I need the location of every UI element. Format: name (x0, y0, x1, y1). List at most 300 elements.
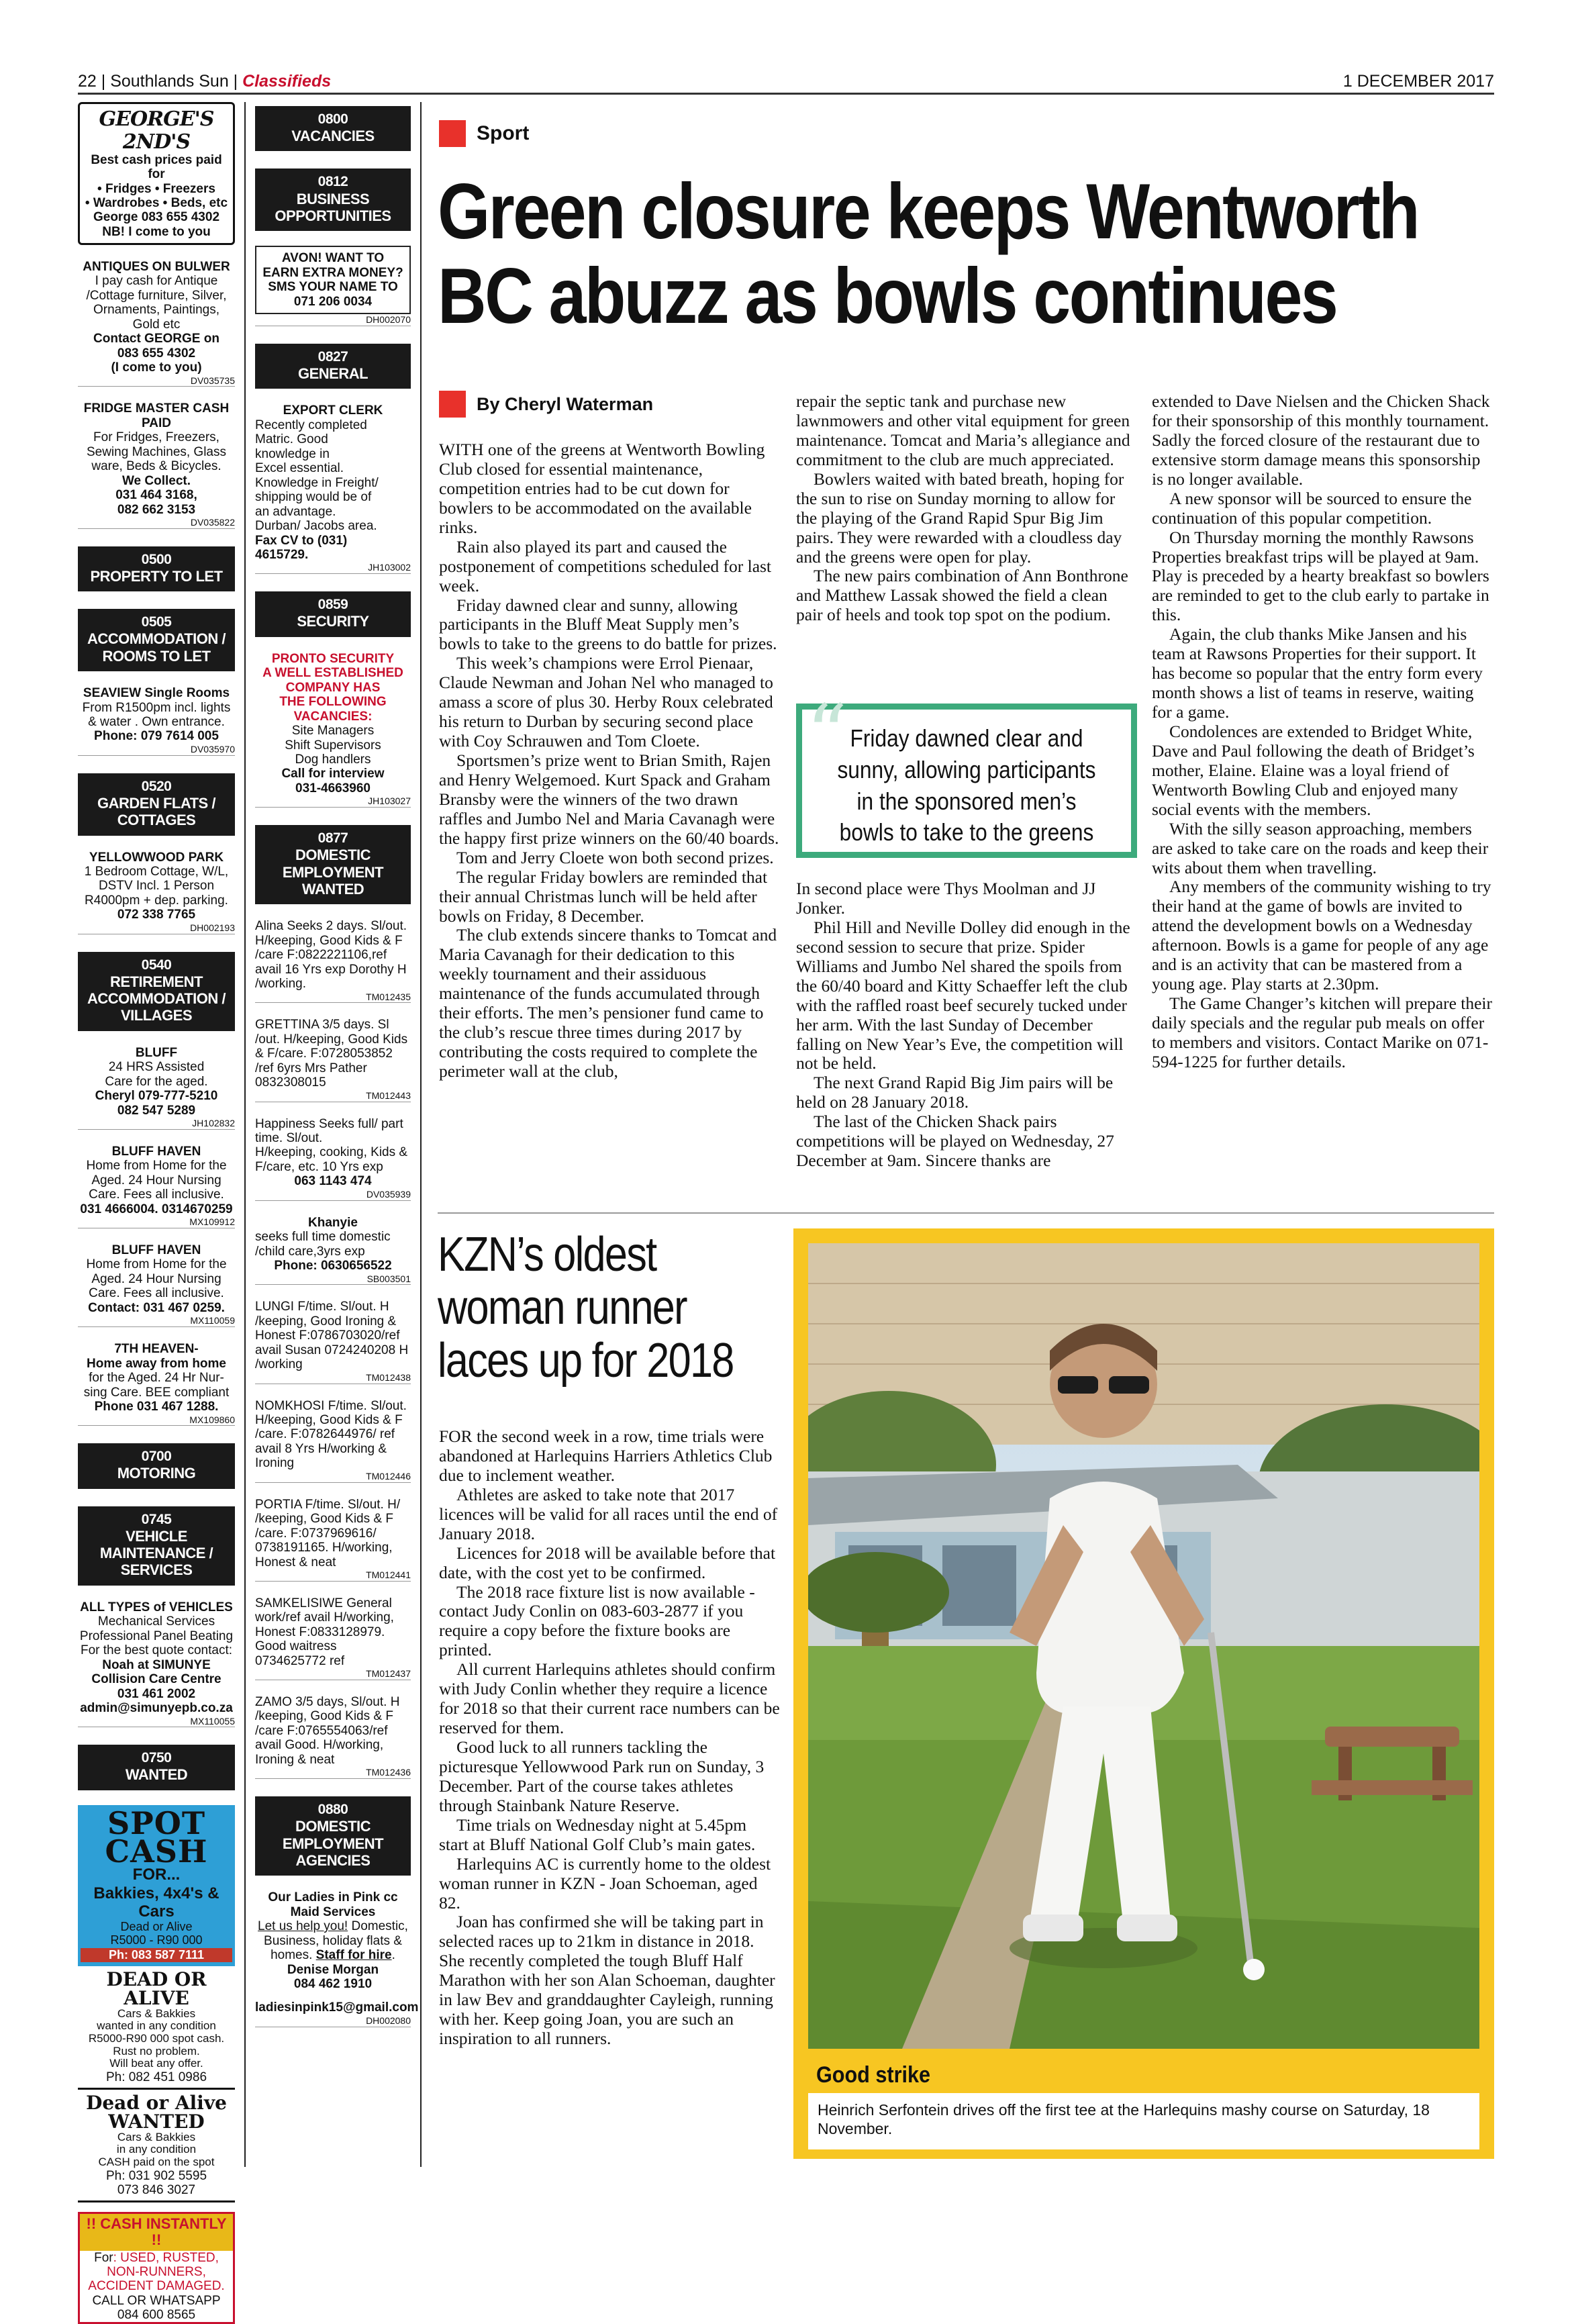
ad-contact-line: Home away from home (87, 1356, 226, 1371)
spot-cash-phone: Ph: 083 587 7111 (81, 1948, 232, 1962)
issue-date: 1 DECEMBER 2017 (1342, 72, 1494, 91)
ad-reference: TM012437 (255, 1669, 411, 1680)
ad-line: PORTIA F/time. Sl/out. H/ (255, 1497, 401, 1512)
ad-contact-line: (I come to you) (111, 360, 202, 375)
ad-line: /keeping, Good Ironing & (255, 1314, 397, 1328)
category-number: 0500 (141, 551, 172, 567)
category-label: MOTORING (117, 1465, 196, 1482)
ad-reference: TM012436 (255, 1768, 411, 1779)
ad-line: Good waitress (255, 1639, 337, 1654)
ad-contact-line: 031 461 2002 (117, 1686, 196, 1701)
ad-contact-line: Fax CV to (031) (255, 533, 348, 548)
article-paragraph: Licences for 2018 will be available before that date, with the cost yet to be confirmed. (439, 1543, 776, 1582)
page-header (78, 66, 1494, 91)
column-rule (244, 102, 246, 2167)
article-paragraph: Condolences are extended to Bridget White, Dave and Paul following the death of Bridget’s mother, Elaine. Elaine was a loyal friend of Wentworth Bowling Club and enjoyed many social events with the members. (1152, 721, 1475, 819)
ad-contact-line: Phone: 0630656522 (274, 1259, 392, 1273)
article-paragraph: Harlequins AC is currently home to the oldest woman runner in KZN - Joan Schoeman, aged 82. (439, 1853, 771, 1913)
article-paragraph: extended to Dave Nielsen and the Chicken Shack for their sponsorship of this monthly tournament. Sadly the forced closure of the restaurant due to extensive storm damage means this sponsorship is no longer available. (1152, 391, 1490, 489)
ad-contact-line: Phone 031 467 1288. (94, 1400, 219, 1414)
ad-line: Mechanical Services (97, 1614, 215, 1629)
ad-line: avail 16 Yrs exp Dorothy H (255, 962, 407, 977)
ad-heading: SEAVIEW Single Rooms (83, 686, 230, 701)
category-number: 0750 (141, 1750, 172, 1766)
category-number: 0827 (317, 348, 348, 365)
ad-line: LUNGI F/time. Sl/out. H (255, 1300, 389, 1314)
ad-line: Home from Home for the (86, 1257, 227, 1272)
ad-reference: TM012441 (255, 1570, 411, 1582)
article-paragraph: This week’s champions were Errol Pienaar, Claude Newman and Johan Nel who managed to amass a score of plus 30. Herby Roux celebrated his return to Durban by securing second place with Coy Schrauwen and Tom Cloete. (439, 653, 773, 751)
ad-line: Will beat any offer. (109, 2057, 203, 2070)
ad-bluff-haven (78, 1145, 235, 1228)
photo-title: Good strike (816, 2062, 931, 2088)
ad-highlight-line: THE FOLLOWING (279, 695, 387, 710)
ad-line: shipping would be of (255, 490, 372, 505)
ad-bluff-haven (78, 1243, 235, 1327)
category-label: DOMESTIC EMPLOYMENT AGENCIES (282, 1818, 384, 1869)
ad-line: Happiness Seeks full/ part (255, 1116, 403, 1131)
ad-line: /working. (255, 977, 307, 991)
category-label: RETIREMENT ACCOMMODATION / VILLAGES (87, 973, 226, 1024)
ad-line: R4000pm + dep. parking. (85, 893, 228, 908)
category-number: 0745 (141, 1511, 172, 1527)
story-divider (438, 1212, 1494, 1214)
ad-reference: MX109912 (78, 1217, 235, 1228)
ad-seaview (78, 686, 235, 756)
ad-reference: DH002080 (255, 2016, 411, 2027)
ad-line: Dead or Alive (120, 1919, 193, 1933)
article-paragraph: The new pairs combination of Ann Bonthrone and Matthew Lassak showed the field a clean pair of heels and took top spot on the podium. (796, 566, 1128, 625)
ad-line: Gold etc (132, 317, 181, 332)
ad-export-clerk (255, 403, 411, 574)
dead-alive-title: WANTED (108, 2110, 205, 2133)
ad-contact-line: 073 846 3027 (117, 2183, 196, 2198)
ad-line: /out. H/keeping, Good Kids (255, 1032, 408, 1047)
ad-reference: DV035939 (255, 1190, 411, 1201)
category-label: VEHICLE MAINTENANCE / SERVICES (99, 1527, 213, 1579)
category-number: 0812 (317, 174, 348, 190)
ad-line: & water . Own entrance. (88, 715, 225, 730)
ad-avon (255, 246, 411, 326)
ad-line: Honest & neat (255, 1555, 336, 1569)
ad-line: Best cash prices paid for (91, 153, 222, 182)
ad-line: F/care, etc. 10 Yrs exp (255, 1159, 383, 1174)
ad-contact-line: 083 655 4302 (117, 346, 196, 360)
byline-text: By Cheryl Waterman (477, 393, 654, 414)
kzn-headline-line: woman runner (438, 1281, 687, 1335)
article-paragraph: Friday dawned clear and sunny, allowing participants in the Bluff Meat Supply men’s bowls to take to the greens to do battle for prizes. (439, 595, 777, 654)
ad-line: Ornaments, Paintings, (93, 303, 219, 318)
ad-contact-line: Denise Morgan (287, 1962, 379, 1977)
ad-line: work/ref avail H/working, (255, 1610, 394, 1625)
cash-instantly-phone: 084 600 8565 (117, 2307, 196, 2322)
ad-contact-line: 4615729. (255, 547, 309, 562)
ad-highlight-line: COMPANY HAS (285, 680, 381, 695)
quote-mark-icon: “ (806, 688, 848, 781)
ad-line: R5000-R90 000 spot cash. (88, 2032, 225, 2045)
ad-line: 0738191165. H/working, (255, 1541, 393, 1555)
ad-link-text: Staff for hire (315, 1948, 392, 1963)
ad-line: ware, Beds & Bicycles. (91, 459, 222, 474)
ad-reference: DH002070 (255, 315, 411, 326)
ad-line: Care. Fees all inclusive. (89, 1286, 224, 1301)
cash-instantly-for (80, 2251, 233, 2265)
category-label: WANTED (125, 1766, 188, 1784)
cash-instantly-call: CALL OR WHATSAPP (92, 2293, 221, 2308)
column-rule (420, 102, 422, 2167)
ad-reference: JH103002 (255, 563, 411, 574)
pull-quote (796, 688, 1137, 858)
ad-line: Aged. 24 Hour Nursing (91, 1173, 222, 1188)
ad-line: Durban/ Jacobs area. (255, 519, 377, 534)
category-header-0800 (255, 106, 411, 151)
ad-link-text: Let us help you! (258, 1919, 348, 1934)
ad-yellowwood-park (78, 851, 235, 934)
ad-line: sing Care. BEE compliant (83, 1385, 230, 1400)
ad-heading: ANTIQUES ON BULWER (83, 259, 230, 274)
ad-line: For Fridges, Freezers, (93, 430, 219, 445)
ad-highlight-line: PRONTO SECURITY (271, 651, 395, 666)
ad-contact-line: Ph: 082 451 0986 (105, 2070, 207, 2085)
ad-reference: JH103027 (255, 796, 411, 808)
category-label: SECURITY (297, 613, 369, 630)
ad-contact-line: 082 662 3153 (117, 502, 196, 517)
ad-heading: YELLOWWOOD PARK (89, 850, 224, 865)
ad-line: knowledge in (255, 446, 330, 461)
article-paragraph: The club extends sincere thanks to Tomcat and Maria Cavanagh for their dedication to this weekly tournament and their assiduous maintenance of the funds accumulated through their efforts. The men’s pensioner fund came to the club’s rescue three times during 2017 by contributing the costs required to complete the perimeter wall at the club, (439, 925, 777, 1081)
ad-line: H/keeping, Good Kids & F (255, 933, 403, 948)
ad-line: Sewing Machines, Glass (86, 444, 227, 459)
golfer-photo (808, 1243, 1479, 2049)
ad-contact-line: 031 464 3168, (115, 488, 197, 503)
article-column-2b (796, 879, 1137, 1171)
ad-line: /keeping, Good Kids & F (255, 1512, 393, 1527)
article-paragraph: On Thursday morning the monthly Rawsons Properties breakfast trips will be played at 9am. Play is preceded by a hearty breakfast so bowlers are reminded to get to the club early to partake in this. (1152, 527, 1489, 625)
ad-text: . (391, 1948, 395, 1963)
ad-line: Business, holiday flats & (264, 1933, 402, 1948)
ad-line: 071 206 0034 (293, 294, 373, 309)
dead-alive-title: DEAD OR ALIVE (106, 1968, 207, 2009)
category-number: 0700 (141, 1449, 172, 1465)
article-column-2a (796, 392, 1137, 625)
ad-reference: TM012435 (255, 992, 411, 1004)
ad-georges-2nds (78, 102, 235, 245)
ad-highlight-line: VACANCIES: (293, 709, 373, 724)
ad-fridge-master (78, 401, 235, 529)
ad-bluff (78, 1046, 235, 1130)
ad-heading: FRIDGE MASTER CASH PAID (83, 401, 230, 430)
ad-line: an advantage. (255, 504, 336, 519)
ad-reference: SB003501 (255, 1274, 411, 1286)
category-header-0877 (255, 825, 411, 904)
ad-line: in any condition (116, 2143, 197, 2156)
category-label: DOMESTIC EMPLOYMENT WANTED (282, 846, 384, 898)
ad-contact-line: 031-4663960 (295, 781, 371, 795)
ad-line: Alina Seeks 2 days. Sl/out. (255, 919, 407, 934)
ad-line: Honest F:0786703020/ref (255, 1328, 400, 1343)
ad-line: Matric. Good (255, 432, 328, 447)
section-name: Classifieds (242, 72, 332, 91)
ad-contact-line: 063 1143 474 (294, 1174, 372, 1189)
ad-line (255, 1919, 411, 1933)
ad-line: Ironing (255, 1456, 295, 1471)
ad-domestic-worker (255, 1018, 411, 1102)
category-header-0812 (255, 168, 411, 231)
category-label: GARDEN FLATS / COTTAGES (97, 794, 215, 829)
ad-line: 0734625772 ref (255, 1653, 345, 1668)
ad-line: SMS YOUR NAME TO (268, 280, 398, 295)
byline (439, 391, 707, 418)
ad-contact-line: admin@simunyepb.co.za (80, 1701, 233, 1716)
article-paragraph: Sportsmen’s prize went to Brian Smith, Rajen and Henry Welgemoed. Kurt Spack and Graham Bransby were the winners of the two drawn raffles and Jumbo Nel and Maria Cavanagh were the happy first prize winners on the 60/40 boards. (439, 751, 779, 848)
article-paragraph: A new sponsor will be sourced to ensure the continuation of this popular competition. (1152, 488, 1472, 528)
ad-contact-line: Cheryl 079-777-5210 (95, 1089, 218, 1104)
section-marker (439, 120, 466, 147)
article-paragraph: The Game Changer’s kitchen will prepare their daily specials and the regular pub meals on offer to members and visitors. Contact Marike on 071-594-1225 for further details. (1152, 994, 1493, 1071)
cash-instantly-for-label: For (94, 2250, 113, 2265)
article-paragraph: The 2018 race fixture list is now available - contact Judy Conlin on 083-603-2877 if you require a copy before the fixture books are printed. (439, 1582, 755, 1660)
article-paragraph: Good luck to all runners tackling the picturesque Yellowwood Park run on Sunday, 3 December. Part of the course takes athletes through Stainbank Nature Reserve. (439, 1737, 765, 1815)
article-paragraph: The last of the Chicken Shack pairs competitions will be played on Wednesday, 27 December at 9am. Sincere thanks are (796, 1112, 1114, 1171)
ad-heading: EXPORT CLERK (283, 403, 383, 418)
ad-reference: DV035822 (78, 518, 235, 529)
ad-heading: BLUFF HAVEN (111, 1144, 201, 1159)
ad-line: NON-RUNNERS, (107, 2265, 206, 2280)
article-paragraph: All current Harlequins athletes should confirm with Judy Conlin whether they require a licence for 2018 so that their current race numbers can be reserved for them. (439, 1659, 780, 1738)
ad-contact-line: Call for interview (281, 767, 385, 781)
ad-dead-or-alive (78, 1966, 235, 2090)
ad-line: Site Managers (291, 724, 375, 738)
category-header-0880 (255, 1796, 411, 1876)
ad-contact-line: Ph: 031 902 5595 (105, 2168, 207, 2183)
ad-domestic-worker (255, 1596, 411, 1680)
ad-line: time. Sl/out. (255, 1131, 323, 1146)
publication-name: Southlands Sun (110, 72, 229, 91)
byline-marker (439, 391, 466, 418)
ad-line: H/keeping, Good Kids & F (255, 1413, 403, 1428)
category-header-0500 (78, 546, 235, 591)
ad-heading: Maid Services (290, 1904, 376, 1919)
golfer-photo-illustration (808, 1243, 1479, 2049)
ad-antiques-on-bulwer (78, 260, 235, 387)
ad-highlight-line: A WELL ESTABLISHED (262, 666, 403, 681)
article-paragraph: Again, the club thanks Mike Jansen and his team at Rawsons Properties for their support. It has become so popular that the entry form every month shows a list of teams in reserve, waiting for a game. (1152, 624, 1483, 722)
ad-line: GRETTINA 3/5 days. Sl (255, 1018, 389, 1032)
ad-line: avail Susan 0724240208 H (255, 1343, 409, 1357)
ad-line: 24 HRS Assisted (108, 1060, 205, 1075)
ad-reference: JH102832 (78, 1118, 235, 1130)
article-paragraph: Bowlers waited with bated breath, hoping for the sun to rise on Sunday morning to allow for the playing of the Grand Rapid Spur Big Jim pairs. They were rewarded with a cloudless day and the greens were open for play. (796, 469, 1124, 567)
ad-line: for the Aged. 24 Hr Nur- (89, 1371, 224, 1386)
category-label: BUSINESS OPPORTUNITIES (275, 190, 391, 224)
ad-line: wanted in any condition (97, 2019, 216, 2033)
spot-cash-title: SPOT (107, 1804, 206, 1841)
ad-contact-line: Noah at SIMUNYE (102, 1657, 211, 1672)
category-label: GENERAL (297, 365, 369, 382)
article-column-3 (1152, 392, 1493, 1072)
article-paragraph: WITH one of the greens at Wentworth Bowling Club closed for essential maintenance, competition entries had to be cut down for bowlers to be accommodated on the available rinks. (439, 440, 765, 537)
ad-reference: TM012438 (255, 1373, 411, 1384)
ad-line: 1 Bedroom Cottage, W/L, (84, 864, 229, 879)
ad-line: Aged. 24 Hour Nursing (91, 1271, 222, 1286)
ad-reference: MX110059 (78, 1316, 235, 1327)
article-paragraph: Phil Hill and Neville Dolley did enough in the second session to secure that prize. Spider Williams and Jumbo Nel shared the spoils from the 60/40 board and Kitty Schaeffer left the club with the raffled roast beef securely tucked under her arm. With the last Sunday of December falling on New Year’s Eve, the competition will not be held. (796, 917, 1130, 1073)
avon-box (255, 246, 411, 314)
ad-ladies-in-pink (255, 1890, 419, 2027)
header-left: 22 | Southlands Sun | Classifieds (78, 72, 332, 91)
spot-cash-subtitle: FOR... (132, 1866, 181, 1884)
spot-cash-title: CASH (105, 1833, 208, 1870)
category-number: 0520 (141, 778, 172, 794)
ad-line: NB! I come to you (102, 224, 211, 239)
ad-line: Cars & Bakkies (117, 2006, 196, 2020)
ad-line: /keeping, Good Kids & F (255, 1709, 393, 1724)
ad-dead-or-alive-wanted (78, 2090, 235, 2202)
ad-simunye-vehicles (78, 1600, 235, 1728)
article-paragraph: Tom and Jerry Cloete won both second prizes. (456, 847, 774, 867)
spot-cash-vehicles: Bakkies, 4x4's & Cars (93, 1884, 219, 1921)
ad-line: R5000 - R90 000 (110, 1933, 203, 1947)
ad-contact-line: We Collect. (121, 473, 191, 488)
ad-line: /working (255, 1357, 303, 1372)
ad-reference: MX109860 (78, 1415, 235, 1426)
article-paragraph: The regular Friday bowlers are reminded that their annual Christmas lunch will be held after bowls on Friday, 8 December. (439, 867, 768, 926)
article-column-1 (439, 440, 780, 1081)
header-rule (78, 93, 1494, 95)
ad-line: • Fridges • Freezers (97, 181, 215, 196)
article-paragraph: repair the septic tank and purchase new lawnmowers and other vital equipment for green maintenance. Tomcat and Maria’s allegiance and commitment to the club are much appreciated. (796, 391, 1130, 469)
ad-line: Ironing & neat (255, 1752, 335, 1767)
ad-line: George 083 655 4302 (93, 210, 220, 225)
ad-line: Knowledge in Freight/ (255, 475, 379, 490)
ad-heading: Our Ladies in Pink cc (268, 1890, 398, 1905)
ad-lines (84, 153, 229, 239)
ad-domestic-worker (255, 1117, 411, 1201)
article-paragraph: Rain also played its part and caused the postponement of competitions scheduled for last week. (439, 536, 772, 595)
category-header-0700 (78, 1443, 235, 1488)
ad-domestic-worker (255, 919, 411, 1003)
ad-domestic-worker (255, 1300, 411, 1384)
ad-contact-line: Phone: 079 7614 005 (94, 729, 219, 744)
ad-line: For the best quote contact: (80, 1643, 233, 1658)
ad-contact-line: Contact: 031 467 0259. (88, 1300, 225, 1315)
pull-quote-text: Friday dawned clear and sunny, allowing participants in the sponsored men’s bowls to take to the greens (837, 724, 1096, 846)
category-header-0745 (78, 1506, 235, 1586)
ad-heading: BLUFF HAVEN (111, 1243, 201, 1257)
ad-contact-line: Contact GEORGE on (93, 332, 219, 346)
kzn-article-body (439, 1427, 780, 2049)
ad-line: seeks full time domestic (255, 1230, 391, 1245)
ad-line: NOMKHOSI F/time. Sl/out. (255, 1398, 407, 1413)
ad-line: SAMKELISIWE General (255, 1596, 392, 1610)
kzn-headline-line: KZN’s oldest (438, 1228, 656, 1281)
ad-line: From R1500pm incl. lights (82, 700, 231, 715)
category-number: 0800 (317, 111, 348, 127)
ad-text: homes. (271, 1948, 316, 1963)
ad-line: /care F:0765554063/ref (255, 1723, 388, 1738)
ad-line: Shift Supervisors (285, 738, 381, 753)
ad-line: ZAMO 3/5 days, Sl/out. H (255, 1695, 400, 1710)
category-number: 0505 (141, 614, 172, 630)
ad-reference: TM012446 (255, 1471, 411, 1483)
category-number: 0859 (317, 597, 348, 613)
ad-line: /child care,3yrs exp (255, 1244, 365, 1259)
ad-line (255, 1948, 411, 1962)
ad-contact-line: 082 547 5289 (117, 1103, 196, 1118)
classifieds-column-2 (255, 102, 419, 2042)
ad-text: Domestic, (348, 1919, 408, 1934)
dead-alive-title: Dead or Alive (86, 2091, 227, 2114)
ad-heading: BLUFF (135, 1045, 178, 1060)
photo-caption: Heinrich Serfontein drives off the first tee at the Harlequins mashy course on Saturday, 18 November. (808, 2093, 1479, 2149)
ad-contact-line: 072 338 7765 (117, 908, 196, 922)
ad-line: /ref 6yrs Mrs Pather (255, 1061, 367, 1075)
ad-line: /care. F:0737969616/ (255, 1526, 377, 1541)
category-number: 0540 (141, 957, 172, 973)
ad-reference: DV035735 (78, 376, 235, 387)
article-paragraph: Joan has confirmed she will be taking part in selected races up to 21km in distance in 2018. She recently completed the tough Bluff Half Marathon with her son Alan Schoeman, daughter in law Bev and granddaughter Cayleigh, running with her. Keep going Joan, you are such an inspiration to all runners. (439, 1912, 775, 2049)
ad-line: EARN EXTRA MONEY? (262, 265, 403, 280)
category-header-0750 (78, 1745, 235, 1790)
category-header-0540 (78, 952, 235, 1031)
ad-line: • Wardrobes • Beds, etc (85, 195, 228, 210)
category-label: PROPERTY TO LET (90, 568, 223, 585)
ad-line: Cars & Bakkies (117, 2130, 196, 2143)
article-paragraph: Any members of the community wishing to try their hand at the game of bowls are invited to attend the development bowls on a Wednesday afternoon. Bowls is a game for people of any age and is an activity that can be mastered from a young age. Play starts at 2.30pm. (1152, 877, 1491, 994)
ad-line: Recently completed (255, 418, 367, 432)
ad-contact-line: Collision Care Centre (91, 1672, 222, 1687)
ad-line: ACCIDENT DAMAGED. (88, 2279, 225, 2294)
article-paragraph: In second place were Thys Moolman and JJ Jonker. (796, 879, 1096, 918)
category-header-0520 (78, 773, 235, 836)
ad-email: ladiesinpink15@gmail.com (255, 2000, 419, 2015)
page-number: 22 (78, 72, 97, 91)
category-header-0859 (255, 591, 411, 636)
ad-line: /care. F:0782644976/ ref (255, 1427, 395, 1442)
ad-heading: ALL TYPES of VEHICLES (80, 1600, 233, 1614)
ad-line: Home from Home for the (86, 1159, 227, 1173)
kzn-headline-line: laces up for 2018 (438, 1334, 734, 1388)
category-header-0505 (78, 609, 235, 671)
ad-reference: DV035970 (78, 744, 235, 756)
ad-contact-line: 084 462 1910 (293, 1977, 373, 1992)
ad-domestic-worker (255, 1498, 411, 1582)
category-number: 0880 (317, 1802, 348, 1818)
ad-line: /Cottage furniture, Silver, (86, 288, 227, 303)
ad-line: Honest F:0833128979. (255, 1625, 385, 1639)
article-headline: Green closure keeps Wentworth BC abuzz as bowls continues (438, 167, 1419, 340)
article-paragraph: With the silly season approaching, members are asked to take care on the roads and keep their wits about them when travelling. (1152, 818, 1489, 877)
ad-reference: TM012443 (255, 1091, 411, 1102)
cash-instantly-title: !! CASH INSTANTLY !! (80, 2214, 233, 2251)
classifieds-column-1 (78, 102, 235, 2324)
ad-line: Dog handlers (295, 752, 371, 767)
section-tag (439, 119, 707, 148)
category-label: ACCOMMODATION / ROOMS TO LET (87, 630, 226, 665)
ad-line: Excel essential. (255, 461, 344, 476)
category-number: 0877 (317, 830, 348, 846)
ad-reference: MX110055 (78, 1716, 235, 1728)
ad-line: DSTV Incl. 1 Person (98, 879, 215, 893)
ad-line: avail Good. H/working, (255, 1738, 384, 1753)
ad-line: avail 8 Yrs H/working & (255, 1441, 387, 1456)
ad-line: Care for the aged. (105, 1074, 208, 1089)
ad-heading: 7TH HEAVEN- (114, 1342, 199, 1357)
category-header-0827 (255, 344, 411, 389)
section-tag-label: Sport (477, 122, 530, 144)
ad-contact-line: 031 4666004. 0314670259 (80, 1202, 233, 1216)
ad-domestic-worker (255, 1695, 411, 1779)
